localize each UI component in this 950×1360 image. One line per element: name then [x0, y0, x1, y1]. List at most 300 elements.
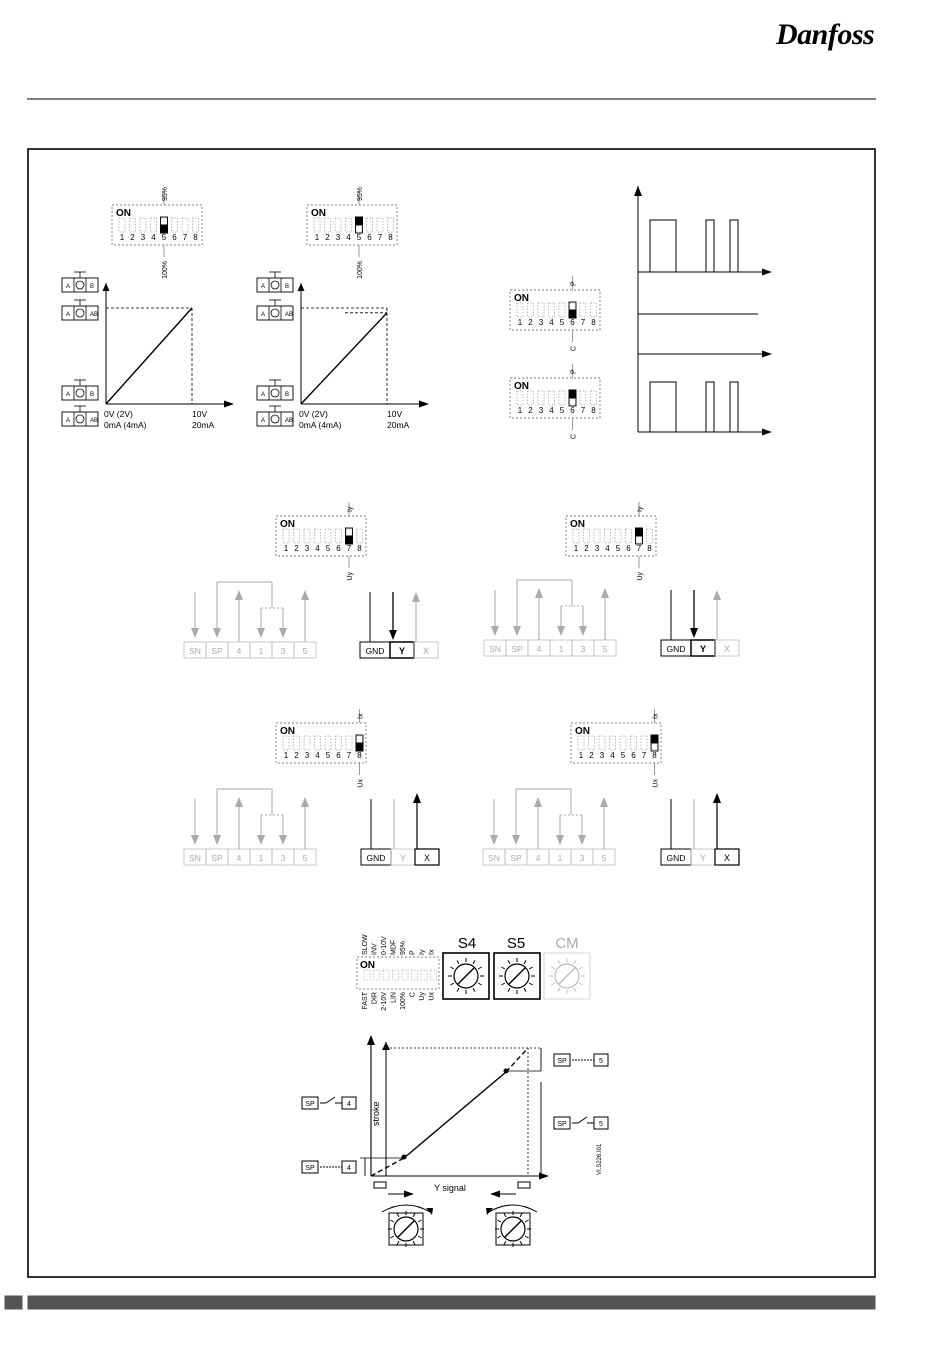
x-end-voltage: 10V	[192, 409, 208, 419]
terminal-label: 5	[601, 853, 607, 863]
end-stop-mark	[374, 1182, 386, 1188]
arrow-down-icon	[279, 628, 287, 638]
terminal-gnd-label: GND	[666, 853, 686, 863]
x-end-current: 20mA	[387, 420, 410, 430]
valve-port-a: A	[261, 284, 266, 290]
dip-number: 5	[325, 751, 331, 760]
dial-tick	[390, 1220, 393, 1222]
dip-number: 6	[570, 406, 575, 415]
terminal-number: 5	[599, 1058, 603, 1065]
dial-tick	[450, 983, 453, 985]
dip-slot	[172, 218, 178, 232]
arrow-down-icon	[213, 835, 221, 845]
dip-slot	[573, 529, 579, 543]
terminal-label: 3	[579, 853, 585, 863]
dip-number: 3	[538, 406, 544, 415]
dip-slot	[325, 218, 331, 232]
valve-port-label: B	[285, 392, 290, 398]
dip-slot	[315, 736, 321, 750]
dial-tick	[497, 1236, 500, 1238]
terminal-label: 4	[236, 646, 242, 656]
dip-slot	[610, 736, 616, 750]
dip-slot	[335, 218, 341, 232]
overview-top-label: 95%	[400, 940, 407, 955]
x-axis-label: Y signal	[434, 1183, 466, 1193]
dip-number: 3	[594, 544, 600, 553]
dip-slot	[346, 736, 352, 750]
dip-slot	[605, 529, 611, 543]
dial-tick	[558, 988, 560, 991]
dip-number: 5	[615, 544, 621, 553]
dip-number: 2	[294, 544, 299, 553]
overview-top-label: INV	[371, 943, 379, 955]
switch-contact	[578, 1117, 587, 1123]
terminal-label: 4	[536, 644, 542, 654]
arrow-down-icon	[191, 628, 199, 638]
dial-tick	[418, 1220, 421, 1222]
dip-number: 4	[610, 751, 615, 760]
dip-number: 5	[325, 544, 331, 553]
dip-number: 7	[377, 233, 383, 242]
dip-bottom-label: Ux	[652, 779, 660, 788]
overview-bottom-label: Ux	[428, 992, 436, 1001]
dip-number: 4	[315, 751, 320, 760]
s5-label: S5	[506, 935, 526, 952]
dip-number: 1	[119, 233, 125, 242]
dip-number: 7	[580, 318, 586, 327]
overview-bottom-label: 2-10V	[381, 992, 388, 1011]
valve-port-label: B	[285, 284, 290, 290]
dip-slot	[559, 303, 565, 317]
dip-bottom-label: Ux	[357, 779, 365, 788]
dial-tick	[525, 1236, 528, 1238]
dip-on-label: ON	[311, 208, 326, 219]
dip-knob	[346, 536, 353, 544]
overview-bottom-label: DIR	[371, 992, 379, 1005]
danfoss-logo: Danfoss	[776, 18, 875, 51]
overview-bottom-label: FAST	[362, 992, 369, 1010]
dip-number: 3	[304, 544, 310, 553]
dip-slot	[336, 736, 342, 750]
dip-slot	[538, 303, 544, 317]
dip-number: 8	[647, 544, 652, 553]
dip-slot	[325, 736, 331, 750]
dip-bottom-label: 100%	[357, 261, 364, 279]
dip-slot	[528, 303, 534, 317]
dip-number: 1	[314, 233, 320, 242]
dip-slot	[374, 970, 380, 980]
dip-slot	[412, 970, 418, 980]
valve-plug-icon	[76, 389, 84, 397]
dip-number: 4	[315, 544, 320, 553]
valve-port-label: AB	[90, 418, 99, 424]
dip-slot	[315, 529, 321, 543]
dip-number: 8	[388, 233, 393, 242]
rotation-arc	[489, 1205, 537, 1212]
dip-number: 7	[346, 751, 352, 760]
dial-tick	[450, 967, 453, 969]
dip-number: 4	[549, 318, 554, 327]
arrow-down-icon	[512, 835, 520, 845]
dip-slot	[626, 529, 632, 543]
dip-top-label: Iy	[347, 506, 354, 512]
dial-tick	[501, 983, 504, 985]
arrow-up-icon	[713, 590, 721, 600]
dip-slot	[393, 970, 399, 980]
dip-slot	[538, 391, 544, 405]
dial-tick	[478, 967, 481, 969]
dip-number: 4	[605, 544, 610, 553]
dial-tick	[524, 960, 526, 963]
overview-top-label: 0-10V	[381, 936, 388, 955]
dip-bottom-label: Uy	[637, 572, 644, 581]
dial-tick	[497, 1220, 500, 1222]
dip-knob	[651, 735, 658, 743]
dip-number: 7	[346, 544, 352, 553]
valve-port-label: AB	[285, 312, 294, 318]
sp-label: SP	[557, 1121, 567, 1128]
terminal-x-label: X	[423, 853, 431, 863]
arrow-right-icon	[762, 269, 772, 276]
dip-slot	[402, 970, 408, 980]
dip-number: 8	[357, 544, 362, 553]
terminal-gnd-label: GND	[366, 853, 386, 863]
terminal-label: 3	[580, 644, 586, 654]
dip-on-label: ON	[514, 381, 529, 392]
dip-slot	[517, 391, 523, 405]
terminal-y-label: Y	[699, 644, 707, 654]
arrow-down-icon	[556, 835, 564, 845]
dial-tick	[508, 960, 510, 963]
dial-tick	[473, 960, 475, 963]
dip-top-label: P	[570, 281, 578, 286]
dip-slot	[283, 736, 289, 750]
dip-number: 8	[591, 318, 596, 327]
dip-number: 2	[130, 233, 135, 242]
dip-number: 2	[589, 751, 594, 760]
characteristic-curve	[404, 1072, 506, 1158]
dip-slot	[377, 218, 383, 232]
dip-knob	[569, 310, 576, 318]
terminal-label: 3	[280, 646, 286, 656]
dip-number: 4	[549, 406, 554, 415]
dial-tick	[413, 1213, 415, 1216]
x-start-voltage: 0V (2V)	[104, 409, 133, 419]
terminal-gnd-label: GND	[365, 646, 385, 656]
dip-slot	[304, 736, 310, 750]
dip-slot	[367, 218, 373, 232]
characteristic-line	[301, 313, 387, 404]
dial-pointer	[509, 968, 525, 984]
arrow-up-icon	[301, 797, 309, 807]
dip-number: 3	[538, 318, 544, 327]
terminal-number: 4	[347, 1101, 351, 1108]
dip-slot	[431, 970, 437, 980]
dial-tick	[574, 988, 576, 991]
terminal-label: 1	[558, 644, 564, 654]
arrow-down-icon	[579, 626, 587, 636]
arrow-right-icon	[404, 1191, 414, 1198]
switch-contact	[326, 1097, 335, 1103]
dip-number: 7	[636, 544, 642, 553]
arrow-down-icon	[690, 628, 698, 638]
terminal-label: SN	[189, 646, 201, 656]
dip-slot	[591, 303, 597, 317]
dial-tick	[529, 967, 532, 969]
dip-top-label: Ix	[357, 713, 365, 719]
terminal-x-label: X	[422, 646, 430, 656]
arrow-up-icon	[412, 592, 420, 602]
arrow-up-icon	[382, 1042, 390, 1050]
dip-number: 5	[559, 318, 565, 327]
arrow-right-icon	[762, 351, 772, 358]
dip-slot	[580, 391, 586, 405]
valve-port-a: A	[261, 312, 266, 318]
arrow-up-icon	[535, 588, 543, 598]
x-start-current: 0mA (4mA)	[104, 420, 147, 430]
dip-number: 8	[193, 233, 198, 242]
dip-slot	[346, 218, 352, 232]
terminal-number: 5	[599, 1121, 603, 1128]
curve-low-dashed	[371, 1158, 404, 1176]
arrow-down-icon	[578, 835, 586, 845]
drawing-id: VI.S226.I01	[597, 1143, 603, 1175]
dip-slot	[140, 218, 146, 232]
curve-point-low	[402, 1155, 407, 1160]
footer-bar	[28, 1296, 875, 1309]
terminal-label: 1	[258, 646, 264, 656]
dip-number: 3	[140, 233, 146, 242]
dip-on-label: ON	[280, 726, 295, 737]
dip-number: 2	[584, 544, 589, 553]
dial-tick	[413, 1241, 415, 1244]
pulse-train-bottom	[638, 382, 738, 432]
dip-number: 8	[357, 751, 362, 760]
dip-slot	[549, 391, 555, 405]
dip-number: 8	[591, 406, 596, 415]
sp-label: SP	[305, 1165, 315, 1172]
dip-number: 2	[294, 751, 299, 760]
terminal-label: 1	[258, 853, 264, 863]
dip-top-label: 95%	[357, 186, 364, 201]
dip-slot	[594, 529, 600, 543]
dip-number: 4	[151, 233, 156, 242]
overview-bottom-label: 100%	[400, 992, 407, 1010]
dip-slot	[314, 218, 320, 232]
dip-on-label: ON	[514, 293, 529, 304]
dip-on-label: ON	[360, 960, 375, 971]
arrow-up-icon	[103, 283, 110, 291]
overview-bottom-label: C	[409, 992, 417, 998]
dip-number: 1	[573, 544, 579, 553]
valve-plug-icon	[76, 415, 84, 423]
arrow-ccw-icon	[486, 1208, 493, 1215]
dip-knob	[161, 225, 168, 233]
dip-top-label: Ix	[652, 713, 660, 719]
dial-tick	[508, 988, 510, 991]
dip-number: 6	[172, 233, 177, 242]
terminal-label: SP	[511, 644, 523, 654]
arrow-up-icon	[534, 797, 542, 807]
valve-port-a: A	[261, 418, 266, 424]
dial-tick	[504, 1213, 506, 1216]
dip-number: 1	[283, 544, 289, 553]
terminal-label: 1	[557, 853, 563, 863]
dip-slot	[517, 303, 523, 317]
dial-tick	[524, 988, 526, 991]
dip-number: 7	[580, 406, 586, 415]
dip-slot	[336, 529, 342, 543]
dip-number: 5	[620, 751, 626, 760]
overview-top-label: Iy	[419, 949, 426, 955]
arrow-up-icon	[413, 793, 421, 803]
rotation-arc	[382, 1205, 430, 1212]
dial-tick	[579, 967, 582, 969]
dip-slot	[294, 529, 300, 543]
terminal-label: SN	[489, 644, 501, 654]
dip-number: 2	[325, 233, 330, 242]
sp-label: SP	[557, 1058, 567, 1065]
dip-on-label: ON	[575, 726, 590, 737]
valve-port-label: AB	[90, 312, 99, 318]
arrow-up-icon	[713, 793, 721, 803]
arrow-down-icon	[389, 630, 397, 640]
dial-tick	[529, 983, 532, 985]
dial-pointer	[505, 1221, 521, 1237]
dip-top-label: 95%	[162, 186, 169, 201]
dip-number: 1	[517, 318, 523, 327]
valve-port-label: B	[90, 284, 95, 290]
dip-number: 2	[528, 318, 533, 327]
x-start-voltage: 0V (2V)	[299, 409, 328, 419]
dip-number: 6	[570, 318, 575, 327]
dip-number: 6	[336, 544, 341, 553]
terminal-label: SP	[211, 646, 223, 656]
dial-tick	[397, 1241, 399, 1244]
terminal-x-label: X	[723, 644, 731, 654]
overview-top-label: P	[409, 950, 417, 955]
terminal-label: 5	[302, 853, 308, 863]
characteristic-line	[106, 308, 192, 404]
dip-number: 3	[304, 751, 310, 760]
dip-slot	[615, 529, 621, 543]
terminal-label: 5	[602, 644, 608, 654]
dip-top-label: Iy	[637, 506, 644, 512]
dip-bottom-label: C	[570, 434, 578, 440]
dip-slot	[388, 218, 394, 232]
dip-number: 7	[641, 751, 647, 760]
valve-port-a: A	[261, 392, 266, 398]
overview-bottom-label: LIN	[390, 992, 398, 1003]
dip-slot	[580, 303, 586, 317]
valve-plug-icon	[271, 309, 279, 317]
arrow-down-icon	[257, 628, 265, 638]
dip-slot	[620, 736, 626, 750]
dial-tick	[418, 1236, 421, 1238]
arrow-cw-icon	[426, 1208, 433, 1215]
valve-plug-icon	[271, 415, 279, 423]
dip-slot	[578, 736, 584, 750]
dial-tick	[397, 1213, 399, 1216]
overview-top-label: MDF	[390, 939, 398, 955]
dip-number: 6	[367, 233, 372, 242]
dip-slot	[528, 391, 534, 405]
dip-number: 6	[336, 751, 341, 760]
dip-bottom-label: Uy	[347, 572, 354, 581]
dip-top-label: P	[570, 369, 578, 374]
valve-port-label: B	[90, 392, 95, 398]
arrow-right-icon	[419, 401, 429, 408]
dial-pointer	[398, 1221, 414, 1237]
valve-port-a: A	[66, 312, 71, 318]
dial-pointer	[559, 968, 575, 984]
cm-label: CM	[555, 935, 579, 952]
arrow-up-icon	[235, 590, 243, 600]
arrow-up-icon	[301, 590, 309, 600]
x-start-current: 0mA (4mA)	[299, 420, 342, 430]
dial-tick	[457, 960, 459, 963]
dip-slot	[325, 529, 331, 543]
terminal-label: 4	[535, 853, 541, 863]
arrow-down-icon	[257, 835, 265, 845]
terminal-y-label: Y	[699, 853, 707, 863]
arrow-up-icon	[600, 797, 608, 807]
valve-plug-icon	[271, 389, 279, 397]
valve-port-label: AB	[285, 418, 294, 424]
terminal-x-label: X	[723, 853, 731, 863]
dip-slot	[549, 303, 555, 317]
arrow-down-icon	[191, 835, 199, 845]
valve-plug-icon	[271, 281, 279, 289]
dip-bottom-label: C	[570, 346, 578, 352]
dip-number: 4	[346, 233, 351, 242]
dial-tick	[525, 1220, 528, 1222]
arrow-down-icon	[513, 626, 521, 636]
valve-plug-icon	[76, 281, 84, 289]
dip-number: 5	[356, 233, 362, 242]
arrow-down-icon	[279, 835, 287, 845]
dip-knob	[569, 390, 576, 398]
terminal-label: SP	[211, 853, 223, 863]
arrow-left-icon	[490, 1191, 500, 1198]
dip-number: 8	[652, 751, 657, 760]
dip-number: 7	[182, 233, 188, 242]
x-end-current: 20mA	[192, 420, 215, 430]
x-end-voltage: 10V	[387, 409, 403, 419]
dip-slot	[130, 218, 136, 232]
dip-knob	[356, 217, 363, 225]
dip-number: 3	[335, 233, 341, 242]
arrow-right-icon	[539, 1173, 549, 1180]
dial-tick	[501, 967, 504, 969]
dip-slot	[559, 391, 565, 405]
terminal-number: 4	[347, 1165, 351, 1172]
dip-slot	[151, 218, 157, 232]
arrow-up-icon	[634, 186, 642, 196]
terminal-label: SN	[189, 853, 201, 863]
arrow-right-icon	[224, 401, 234, 408]
dial-tick	[520, 1241, 522, 1244]
dial-tick	[473, 988, 475, 991]
dip-slot	[421, 970, 427, 980]
dip-knob	[356, 743, 363, 751]
dip-slot	[641, 736, 647, 750]
dip-slot	[304, 529, 310, 543]
dip-slot	[182, 218, 188, 232]
dip-on-label: ON	[570, 519, 585, 530]
dip-slot	[647, 529, 653, 543]
terminal-label: 4	[236, 853, 242, 863]
